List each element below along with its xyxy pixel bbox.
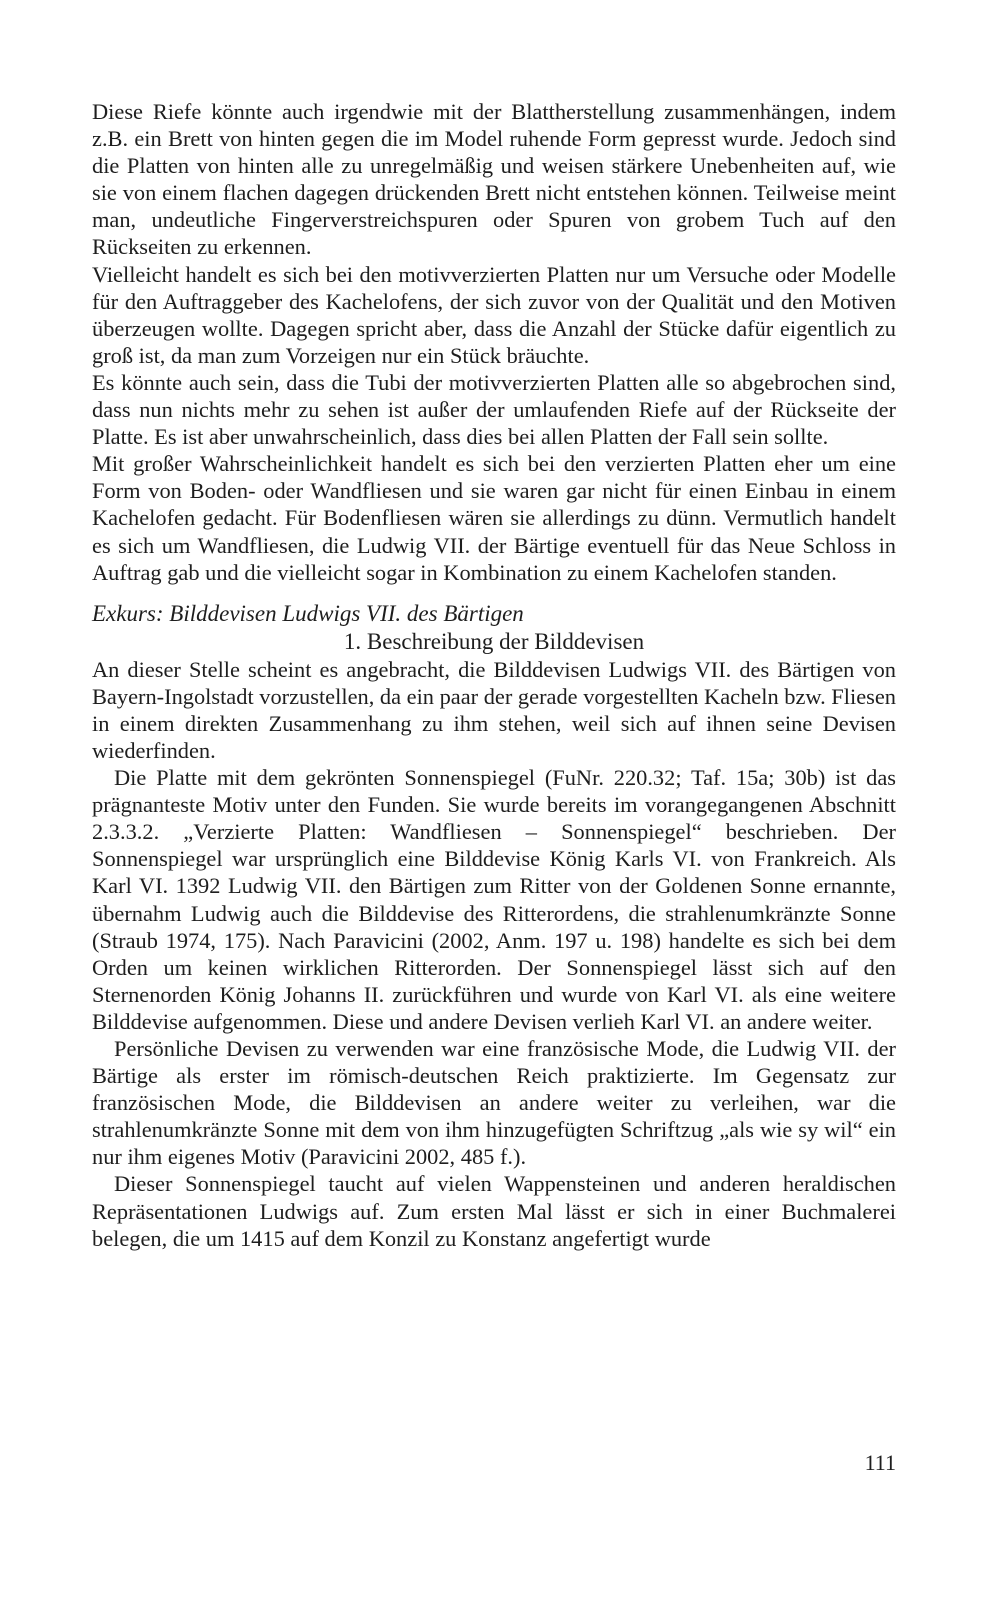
- text-column: [92, 98, 896, 1252]
- page-number: 111: [864, 1450, 896, 1475]
- paragraph-einleitung: An dieser Stelle scheint es angebracht, die Bilddevisen Ludwigs VII. des Bärtigen von Bayern-Ingolstadt vorzustellen, da ein paar der gerade vorgestellten Kacheln bzw. Fliesen in einem direkten Zusammenhang zu ihm stehen, weil sich auf ihnen seine Devisen wiederfinden.: [92, 656, 896, 763]
- paragraph-versuche: Vielleicht handelt es sich bei den motivverzierten Platten nur um Versuche oder Modelle für den Auftraggeber des Kachelofens, der sich zuvor von der Qualität und den Motiven überzeugen wollte. Dagegen spricht aber, dass die Anzahl der Stücke dafür eigentlich zu groß ist, da man zum Vorzeigen nur ein Stück bräuchte.: [92, 261, 896, 368]
- paragraph-riefe: Diese Riefe könnte auch irgendwie mit der Blattherstellung zusammenhängen, indem z.B. ein Brett von hinten gegen die im Model ruhende Form gepresst wurde. Jedoch sind die Platten von hinten alle zu unregelmäßig und weisen stärkere Unebenheiten auf, wie sie von einem flachen dagegen drückenden Brett nicht entstehen können. Teilweise meint man, undeutliche Fingerverstreichspuren oder Spuren von grobem Tuch auf den Rückseiten zu erkennen.: [92, 99, 896, 260]
- paragraph-tubi: Es könnte auch sein, dass die Tubi der motivverzierten Platten alle so abgebrochen sind, dass nun nichts mehr zu sehen ist außer der umlaufenden Riefe auf der Rückseite der Platte. Es ist aber unwahrscheinlich, dass dies bei allen Platten der Fall sein sollte.: [92, 369, 896, 450]
- paragraph-devisen-mode: Persönliche Devisen zu verwenden war eine französische Mode, die Ludwig VII. der Bärtige als erster im römisch-deutschen Reich praktizierte. Im Gegensatz zur französischen Mode, die Bilddevisen an andere weiter zu verleihen, war die strahlenumkränzte Sonne mit dem von ihm hinzugefügten Schriftzug „als wie sy wil“ ein nur ihm eigenes Motiv (Paravicini 2002, 485 f.).: [92, 1036, 896, 1170]
- paragraph-wandfliesen: Mit großer Wahrscheinlichkeit handelt es sich bei den verzierten Platten eher um eine Form von Boden- oder Wandfliesen und sie waren gar nicht für einen Einbau in einem Kachelofen gedacht. Für Bodenfliesen wären sie allerdings zu dünn. Vermutlich handelt es sich um Wandfliesen, die Ludwig VII. der Bärtige eventuell für das Neue Schloss in Auftrag gab und die vielleicht sogar in Kombination zu einem Kachelofen standen.: [92, 451, 896, 585]
- section-spacer: [92, 586, 896, 600]
- excursus-heading: Exkurs: Bilddevisen Ludwigs VII. des Bärtigen: [92, 600, 524, 626]
- section-subheading: 1. Beschreibung der Bilddevisen: [343, 628, 645, 654]
- paragraph-sonnenspiegel: Die Platte mit dem gekrönten Sonnenspiegel (FuNr. 220.32; Taf. 15a; 30b) ist das prägnanteste Motiv unter den Funden. Sie wurde bereits im vorangegangenen Abschnitt 2.3.3.2. „Verzierte Platten: Wandfliesen – Sonnenspiegel“ beschrieben. Der Sonnenspiegel war ursprünglich eine Bilddevise König Karls VI. von Frankreich. Als Karl VI. 1392 Ludwig VII. den Bärtigen zum Ritter von der Goldenen Sonne ernannte, übernahm Ludwig auch die Bilddevise des Ritterordens, die strahlenumkränzte Sonne (Straub 1974, 175). Nach Paravicini (2002, Anm. 197 u. 198) handelte es sich bei dem Orden um keinen wirklichen Ritterorden. Der Sonnenspiegel lässt sich auf den Sternenorden König Johanns II. zurückführen und wurde von Karl VI. als eine weitere Bilddevise aufgenommen. Diese und andere Devisen verlieh Karl VI. an andere weiter.: [92, 765, 896, 1034]
- paragraph-wappensteine: Dieser Sonnenspiegel taucht auf vielen Wappensteinen und anderen heraldischen Repräsentationen Ludwigs auf. Zum ersten Mal lässt er sich in einer Buchmalerei belegen, die um 1415 auf dem Konzil zu Konstanz angefertigt wurde: [92, 1171, 896, 1251]
